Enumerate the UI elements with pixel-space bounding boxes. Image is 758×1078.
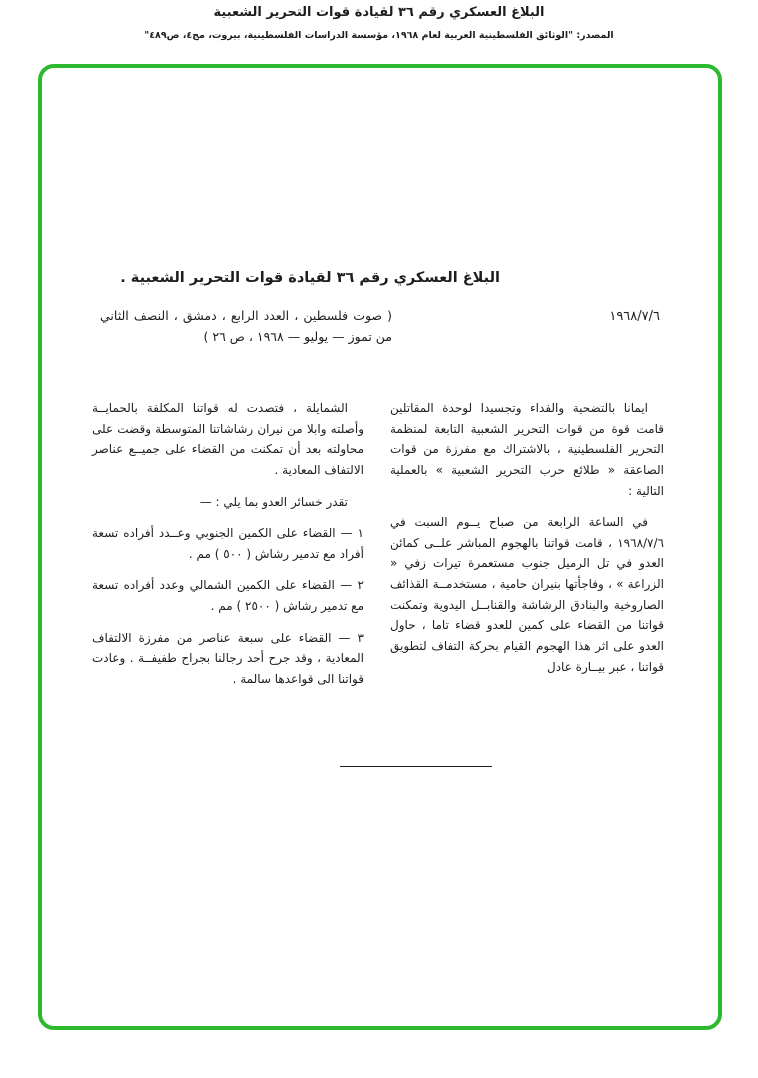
list-item: ٣ — القضاء على سبعة عناصر من مفرزة الالتفاف المعادية ، وقد جرح أحد رجالنا بجراح طفيفــة . وعادت قواتنا الى قواعدها سالمة . [92, 630, 364, 686]
footnote-rule [340, 766, 492, 767]
paragraph: تقدر خسائر العدو بما يلي : — [199, 494, 348, 509]
paragraph: الشمايلة ، فتصدت له قواتنا المكلفة بالحمايــة وأصلته وابلا من نيران رشاشاتنا المتوسطة وقضت على محاولته بعد أن تمكنت من القضاء على جميــع عناصر الالتفاف المعادية . [92, 401, 364, 477]
list-item: ٢ — القضاء على الكمين الشمالي وعدد أفراده تسعة مع تدمير رشاش ( ٢٥٠٠ ) مم . [92, 578, 364, 613]
document-citation: ( صوت فلسطين ، العدد الرابع ، دمشق ، النصف الثاني من تموز — يوليو — ١٩٦٨ ، ص ٢٦ ) [100, 308, 392, 344]
document-scan [42, 68, 718, 1026]
paragraph: ايمانا بالتضحية والفداء وتجسيدا لوحدة المقاتلين قامت قوة من قوات التحرير الشعبية التابعة لمنظمة التحرير الفلسطينية ، بالاشتراك مع مفرزة من قوات الصاعقة « طلائع حرب التحرير الشعبية » بالعملية التالية : [390, 401, 664, 498]
header-title: البلاغ العسكري رقم ٣٦ لقيادة قوات التحرير الشعبية [213, 5, 545, 20]
column-right [390, 398, 664, 688]
list-item: ١ — القضاء على الكمين الجنوبي وعــدد أفراده تسعة أفراد مع تدمير رشاش ( ٥٠٠ ) مم . [92, 526, 364, 561]
column-left [92, 398, 364, 701]
document-date: ١٩٦٨/٧/٦ [609, 309, 660, 324]
header-source-line: المصدر: "الوثائق الفلسطينية العربية لعام ١٩٦٨، مؤسسة الدراسات الفلسطينية، بيروت، مج٤، ص٤٨٩" [144, 30, 614, 41]
document-frame [38, 64, 722, 1030]
paragraph: في الساعة الرابعة من صباح يــوم السبت في ١٩٦٨/٧/٦ ، قامت قواتنا بالهجوم المباشر علــى كمائن العدو في تل الرميل جنوب مستعمرة تيرات زفي « الزراعة » ، وفاجأتها بنيران حامية ، مستخدمــة القذائف الصاروخية والبنادق الرشاشة والقنابــل اليدوية وتمكنت قواتنا من القضاء على كمين للعدو قضاء تاما ، حاول العدو على اثر هذا الهجوم القيام بحركة التفاف لتطويق قواتنا ، عبر بيــارة عادل [390, 515, 664, 674]
document-title: البلاغ العسكري رقم ٣٦ لقيادة قوات التحرير الشعبية . [120, 270, 500, 286]
page-header [0, 5, 758, 41]
